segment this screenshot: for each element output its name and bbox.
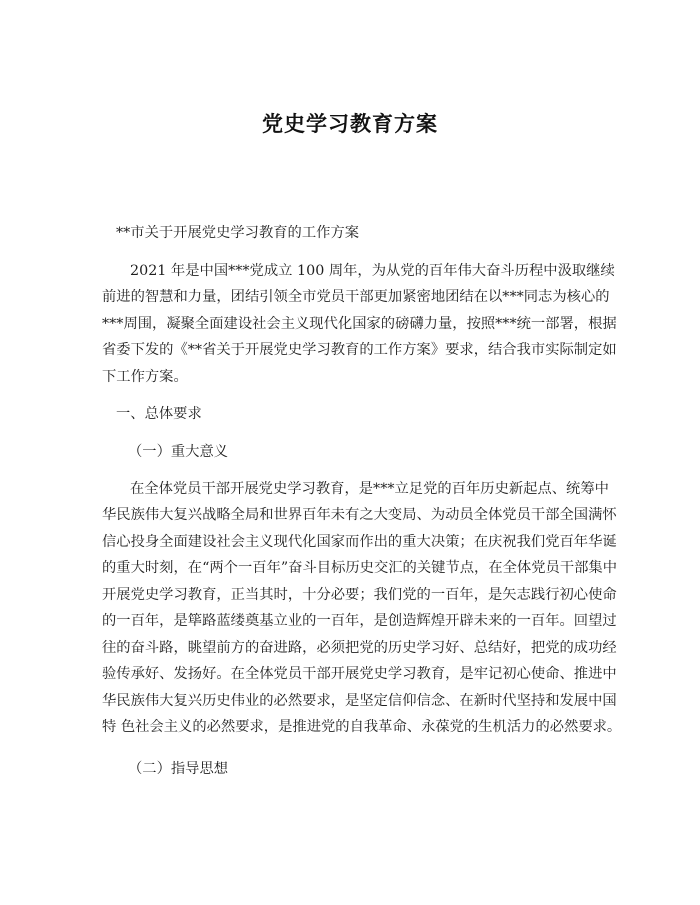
paragraph-line: 特 色社会主义的必然要求，是推进党的自我革命、永葆党的生机活力的必然要求。 bbox=[102, 718, 622, 735]
paragraph-line: 华民族伟大复兴战略全局和世界百年未有之大变局、为动员全体党员干部全国满怀 bbox=[102, 507, 617, 524]
paragraph-line: 验传承好、发扬好。在全体党员干部开展党史学习教育，是牢记初心使命、推进中 bbox=[102, 666, 617, 683]
paragraph-line: 华民族伟大复兴历史伟业的必然要求，是坚定信仰信念、在新时代坚持和发展中国 bbox=[102, 692, 617, 709]
paragraph-line: 往的奋斗路，眺望前方的奋进路，必须把党的历史学习好、总结好，把党的成功经 bbox=[102, 639, 617, 656]
paragraph-line: 省委下发的《**省关于开展党史学习教育的工作方案》要求，结合我市实际制定如 bbox=[102, 342, 617, 359]
section-heading-text: 一、总体要求 bbox=[116, 406, 202, 422]
document-title: 党史学习教育方案 bbox=[262, 111, 438, 136]
subsection-heading bbox=[102, 441, 602, 463]
significance-paragraph bbox=[102, 478, 622, 742]
paragraph-line: 下工作方案。 bbox=[102, 368, 188, 385]
intro-paragraph bbox=[102, 260, 617, 392]
paragraph-line: 2021 年是中国***党成立 100 周年，为从党的百年伟大奋斗历程中汲取继续 bbox=[130, 263, 615, 279]
paragraph-line: 的一百年，是筚路蓝缕奠基立业的一百年，是创造辉煌开辟未来的一百年。回望过 bbox=[102, 613, 617, 630]
subtitle-text: **市关于开展党史学习教育的工作方案 bbox=[116, 225, 360, 241]
section-heading bbox=[102, 403, 602, 425]
subsection-heading-text: （一）重大意义 bbox=[128, 444, 229, 460]
paragraph-line: ***周围，凝聚全面建设社会主义现代化国家的磅礴力量，按照***统一部署，根据 bbox=[102, 315, 617, 332]
paragraph-line: 在全体党员干部开展党史学习教育，是***立足党的百年历史新起点、统筹中 bbox=[130, 481, 609, 497]
paragraph-line: 信心投身全面建设社会主义现代化国家而作出的重大决策；在庆祝我们党百年华诞 bbox=[102, 533, 617, 550]
document-subtitle bbox=[102, 222, 602, 244]
paragraph-line: 的重大时刻，在“两个一百年”奋斗目标历史交汇的关键节点，在全体党员干部集中 bbox=[102, 560, 618, 577]
subsection-heading bbox=[102, 758, 602, 780]
paragraph-line: 前进的智慧和力量，团结引领全市党员干部更加紧密地团结在以***同志为核心的 bbox=[102, 289, 610, 306]
paragraph-line: 开展党史学习教育，正当其时，十分必要；我们党的一百年，是矢志践行初心使命 bbox=[102, 586, 617, 603]
subsection-heading-text: （二）指导思想 bbox=[128, 761, 229, 777]
